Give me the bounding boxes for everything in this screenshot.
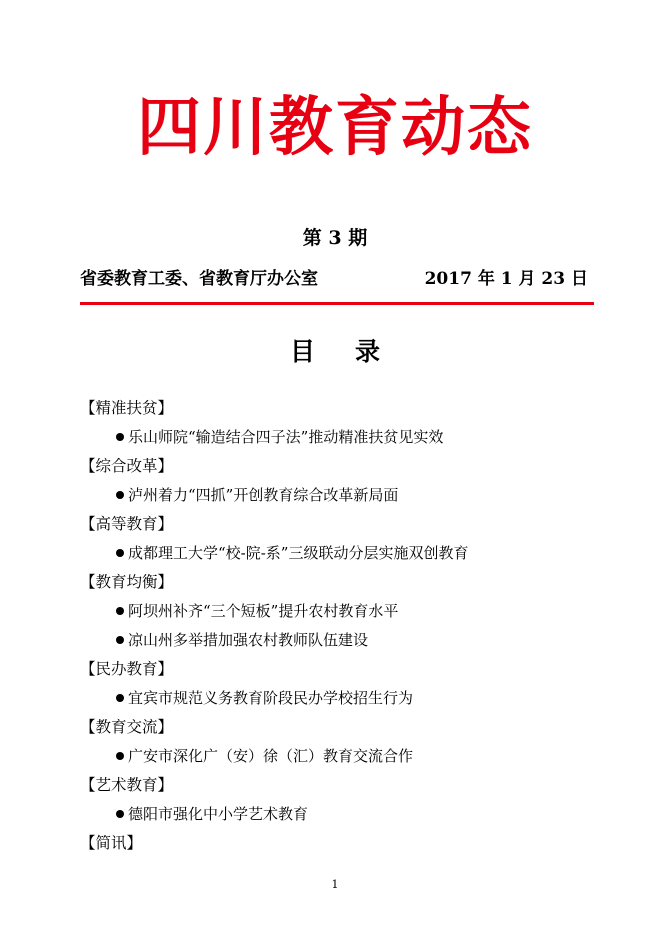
toc-title: 目录	[289, 337, 420, 366]
toc-entry[interactable]	[80, 597, 600, 626]
toc-entry-title: 德阳市强化中小学艺术教育	[128, 805, 309, 823]
publisher: 省委教育工委、省教育厅办公室	[80, 269, 318, 289]
toc-section-heading[interactable]: 【教育交流】	[80, 718, 174, 736]
toc-section-heading[interactable]: 【民办教育】	[80, 660, 174, 678]
toc-entry-title: 阿坝州补齐“三个短板”提升农村教育水平	[128, 602, 399, 620]
toc-entry-title: 广安市深化广（安）徐（汇）教育交流合作	[128, 747, 414, 765]
toc-entry[interactable]	[80, 742, 600, 771]
toc-section-heading[interactable]: 【教育均衡】	[80, 573, 174, 591]
toc-entry-title: 凉山州多举措加强农村教师队伍建设	[128, 631, 369, 649]
toc-section-heading[interactable]: 【高等教育】	[80, 515, 174, 533]
toc-section-heading[interactable]: 【综合改革】	[80, 457, 174, 475]
toc-entry[interactable]	[80, 423, 600, 452]
issue-number: 第 3 期	[302, 227, 368, 249]
toc-section-heading[interactable]: 【精准扶贫】	[80, 399, 174, 417]
bullet-icon	[116, 491, 124, 499]
toc-entry[interactable]	[80, 684, 600, 713]
bullet-icon	[116, 607, 124, 615]
toc-entry[interactable]	[80, 539, 600, 568]
bullet-icon	[116, 810, 124, 818]
toc-entry-title: 宜宾市规范义务教育阶段民办学校招生行为	[128, 689, 414, 707]
header-divider	[80, 302, 594, 305]
bullet-icon	[116, 694, 124, 702]
publish-date: 2017 年 1 月 23 日	[424, 269, 588, 289]
toc-entry-title: 乐山师院“输造结合四子法”推动精准扶贫见实效	[128, 428, 444, 446]
bullet-icon	[116, 549, 124, 557]
toc-entry-title: 泸州着力“四抓”开创教育综合改革新局面	[128, 486, 399, 504]
masthead-title: 四川教育动态	[137, 91, 533, 165]
toc-entry[interactable]	[80, 800, 600, 829]
toc-section-heading[interactable]: 【简讯】	[80, 834, 143, 852]
page-number: 1	[331, 878, 339, 891]
toc-entry-title: 成都理工大学“校-院-系”三级联动分层实施双创教育	[128, 544, 469, 562]
toc-entry[interactable]	[80, 626, 600, 655]
table-of-contents	[80, 394, 600, 858]
bullet-icon	[116, 433, 124, 441]
toc-entry[interactable]	[80, 481, 600, 510]
bullet-icon	[116, 752, 124, 760]
toc-section-heading[interactable]: 【艺术教育】	[80, 776, 174, 794]
bullet-icon	[116, 636, 124, 644]
